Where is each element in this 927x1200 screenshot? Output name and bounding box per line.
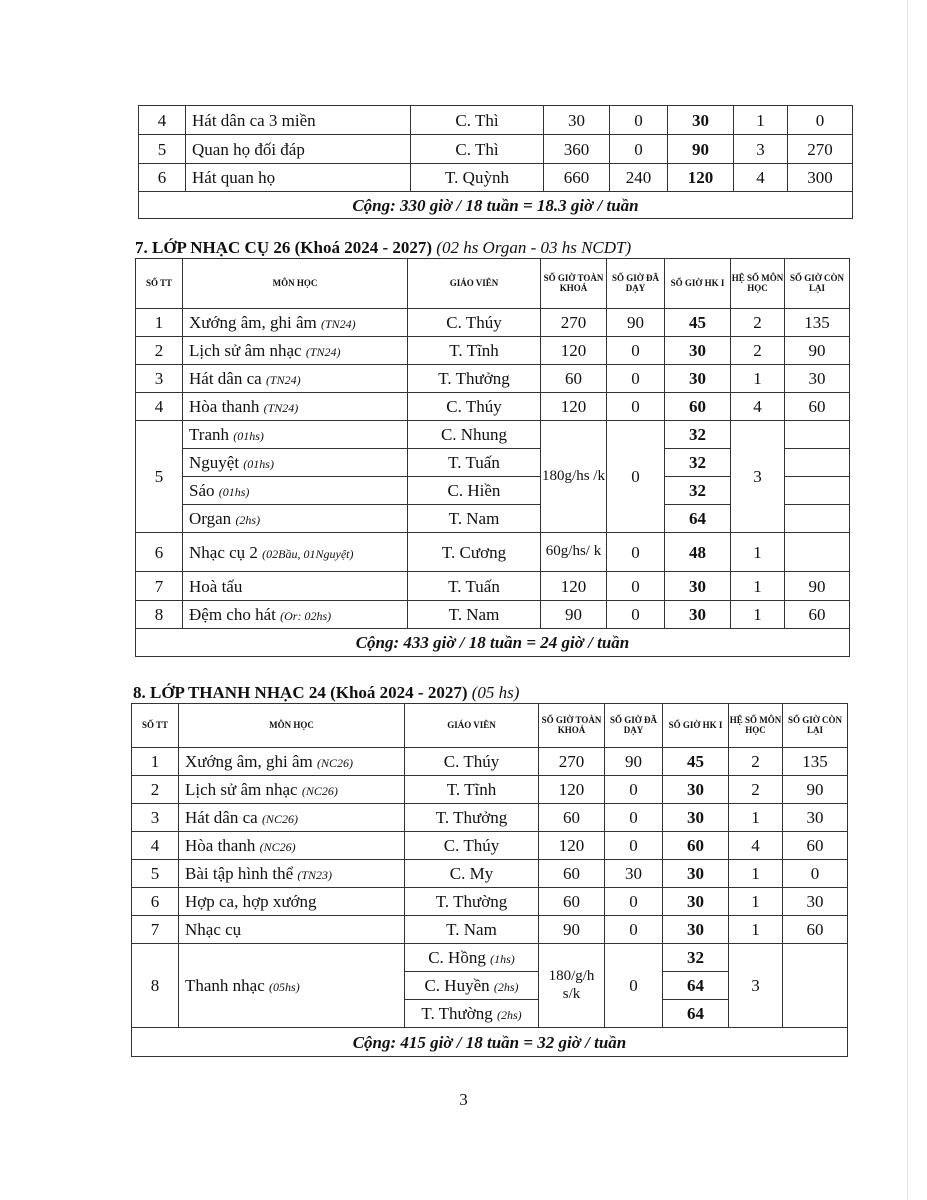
subject-name: Bài tập hình thể	[185, 864, 294, 883]
taught-hours-cell: 30	[605, 860, 663, 888]
teacher-cell: T. Tĩnh	[405, 776, 539, 804]
hk1-hours-cell: 60	[663, 832, 729, 860]
hk1-hours-cell: 60	[665, 393, 731, 421]
subject-name: Nguyệt	[189, 453, 240, 472]
subject-name: Thanh nhạc	[185, 976, 265, 995]
header-stt: SỐ TT	[136, 259, 183, 309]
table-row	[136, 365, 850, 393]
subject-cell: Hát dân ca 3 miền	[186, 106, 411, 135]
teacher-cell	[405, 944, 539, 972]
hk1-hours-cell: 30	[663, 916, 729, 944]
subject-cell	[183, 393, 408, 421]
remaining-hours-cell	[785, 505, 850, 533]
subject-note: (TN23)	[297, 868, 333, 882]
coefficient-cell: 2	[731, 309, 785, 337]
teacher-name: T. Thường	[421, 1004, 493, 1023]
subject-note: (01hs)	[243, 457, 274, 471]
remaining-hours-cell	[785, 449, 850, 477]
total-hours-cell: 120	[541, 393, 607, 421]
subject-cell: Quan họ đối đáp	[186, 135, 411, 164]
hk1-hours-cell: 45	[665, 309, 731, 337]
subject-name: Organ	[189, 509, 232, 528]
subject-name: Hòa thanh	[185, 836, 256, 855]
stt-cell: 3	[132, 804, 179, 832]
teacher-cell	[405, 1000, 539, 1028]
header-total-hours: SỐ GIỜ TOÀN KHOÁ	[539, 704, 605, 748]
teacher-cell: T. Nam	[408, 601, 541, 629]
subject-note: (05hs)	[269, 980, 300, 994]
teacher-name: C. Hồng	[428, 948, 486, 967]
subject-cell: Hát quan họ	[186, 164, 411, 192]
header-stt: SỐ TT	[132, 704, 179, 748]
coefficient-cell: 3	[731, 421, 785, 533]
teacher-cell: C. Thì	[411, 135, 544, 164]
subject-cell	[179, 748, 405, 776]
stt-cell: 7	[136, 572, 183, 601]
taught-hours-cell: 240	[610, 164, 668, 192]
header-row	[136, 259, 850, 309]
subject-name: Hát dân ca	[185, 808, 258, 827]
subject-note: (TN24)	[263, 401, 299, 415]
coefficient-cell: 1	[734, 106, 788, 135]
teacher-cell: T. Thưởng	[408, 365, 541, 393]
subject-name: Hát dân ca	[189, 369, 262, 388]
subject-name: Nhạc cụ	[185, 920, 242, 939]
stt-cell: 2	[136, 337, 183, 365]
teacher-name: C. Huyền	[424, 976, 490, 995]
stt-cell: 6	[139, 164, 186, 192]
subject-cell	[183, 309, 408, 337]
subject-note: (NC26)	[261, 812, 298, 826]
remaining-hours-cell: 30	[783, 888, 848, 916]
teacher-cell: T. Nam	[405, 916, 539, 944]
subject-cell	[183, 365, 408, 393]
section8-title: 8. LỚP THANH NHẠC 24 (Khoá 2024 - 2027)	[133, 683, 468, 702]
total-hours-cell: 270	[541, 309, 607, 337]
taught-hours-cell: 0	[605, 804, 663, 832]
table-row	[132, 832, 848, 860]
total-row	[132, 1028, 848, 1057]
remaining-hours-cell: 0	[783, 860, 848, 888]
header-teacher: GIÁO VIÊN	[408, 259, 541, 309]
teacher-cell: T. Thường	[405, 888, 539, 916]
remaining-hours-cell: 60	[785, 393, 850, 421]
taught-hours-cell: 0	[610, 135, 668, 164]
stt-cell: 1	[136, 309, 183, 337]
total-hours-cell: 90	[541, 601, 607, 629]
remaining-hours-cell: 90	[785, 572, 850, 601]
stt-cell: 8	[132, 944, 179, 1028]
stt-cell: 8	[136, 601, 183, 629]
header-taught-hours: SỐ GIỜ ĐÃ DẠY	[605, 704, 663, 748]
total-hours-cell: 270	[539, 748, 605, 776]
stt-cell: 6	[132, 888, 179, 916]
stt-cell: 4	[132, 832, 179, 860]
table-row	[136, 601, 850, 629]
taught-hours-cell: 90	[605, 748, 663, 776]
hk1-hours-cell: 30	[663, 860, 729, 888]
table-row	[139, 106, 853, 135]
subject-name: Sáo	[189, 481, 215, 500]
table-row	[136, 393, 850, 421]
stt-cell: 4	[136, 393, 183, 421]
hk1-hours-cell: 90	[668, 135, 734, 164]
remaining-hours-cell: 60	[785, 601, 850, 629]
subject-cell	[179, 832, 405, 860]
subject-cell	[183, 337, 408, 365]
teacher-cell: C. Thúy	[408, 309, 541, 337]
subject-note: (01hs)	[218, 485, 250, 499]
taught-hours-cell: 0	[607, 572, 665, 601]
hk1-hours-cell: 30	[665, 601, 731, 629]
taught-hours-cell: 0	[607, 393, 665, 421]
hk1-hours-cell: 30	[665, 337, 731, 365]
table-row	[136, 421, 850, 449]
table-section7	[135, 258, 850, 657]
total-hours-cell: 180/g/h s/k	[539, 944, 605, 1028]
teacher-cell: T. Cương	[408, 533, 541, 572]
total-hours-cell: 60g/hs/ k	[541, 533, 607, 572]
subject-cell	[179, 916, 405, 944]
table-row	[136, 533, 850, 572]
taught-hours-cell: 0	[605, 832, 663, 860]
hk1-hours-cell: 30	[663, 776, 729, 804]
header-coefficient: HỆ SỐ MÔN HỌC	[731, 259, 785, 309]
remaining-hours-cell: 135	[783, 748, 848, 776]
taught-hours-cell: 0	[607, 365, 665, 393]
remaining-hours-cell	[785, 477, 850, 505]
total-hours-cell: 180g/hs /k	[541, 421, 607, 533]
total-hours-cell: 120	[539, 776, 605, 804]
section8-heading	[133, 683, 519, 703]
total-hours-cell: 30	[544, 106, 610, 135]
total-hours-cell: 120	[541, 572, 607, 601]
coefficient-cell: 4	[729, 832, 783, 860]
coefficient-cell: 1	[729, 916, 783, 944]
total-row	[136, 629, 850, 657]
subject-note: (TN24)	[305, 345, 341, 359]
subject-cell	[179, 888, 405, 916]
taught-hours-cell: 0	[605, 776, 663, 804]
subject-note: (2hs)	[235, 513, 261, 527]
taught-hours-cell: 0	[607, 533, 665, 572]
coefficient-cell: 1	[729, 888, 783, 916]
header-taught-hours: SỐ GIỜ ĐÃ DẠY	[607, 259, 665, 309]
table-row	[132, 916, 848, 944]
total-summary: Cộng: 415 giờ / 18 tuần = 32 giờ / tuần	[132, 1028, 848, 1057]
hk1-hours-cell: 32	[665, 449, 731, 477]
remaining-hours-cell: 270	[788, 135, 853, 164]
section7-heading	[135, 238, 631, 258]
header-hk1-hours: SỐ GIỜ HK I	[665, 259, 731, 309]
remaining-hours-cell: 90	[785, 337, 850, 365]
remaining-hours-cell	[783, 944, 848, 1028]
hk1-hours-cell: 32	[665, 477, 731, 505]
section7-subtitle: (02 hs Organ - 03 hs NCDT)	[436, 238, 632, 257]
subject-cell	[183, 477, 408, 505]
hk1-hours-cell: 30	[663, 888, 729, 916]
subject-note: (NC26)	[317, 756, 353, 770]
table-row	[132, 776, 848, 804]
subject-cell	[183, 421, 408, 449]
stt-cell: 6	[136, 533, 183, 572]
teacher-cell: C. Hiền	[408, 477, 541, 505]
total-summary: Cộng: 433 giờ / 18 tuần = 24 giờ / tuần	[136, 629, 850, 657]
teacher-cell: C. Thúy	[405, 748, 539, 776]
header-teacher: GIÁO VIÊN	[405, 704, 539, 748]
hk1-hours-cell: 45	[663, 748, 729, 776]
subject-cell	[179, 860, 405, 888]
hk1-hours-cell: 30	[665, 365, 731, 393]
header-subject: MÔN HỌC	[183, 259, 408, 309]
teacher-note: (2hs)	[496, 1008, 522, 1022]
remaining-hours-cell	[785, 533, 850, 572]
taught-hours-cell: 0	[607, 421, 665, 533]
subject-cell	[183, 533, 408, 572]
subject-note: (NC26)	[259, 840, 296, 854]
header-coefficient: HỆ SỐ MÔN HỌC	[729, 704, 783, 748]
taught-hours-cell: 0	[605, 944, 663, 1028]
remaining-hours-cell	[785, 421, 850, 449]
total-hours-cell: 90	[539, 916, 605, 944]
section7-title: 7. LỚP NHẠC CỤ 26 (Khoá 2024 - 2027)	[135, 238, 433, 257]
table-row	[139, 135, 853, 164]
header-hk1-hours: SỐ GIỜ HK I	[663, 704, 729, 748]
subject-name: Lịch sử âm nhạc	[189, 341, 302, 360]
total-hours-cell: 120	[539, 832, 605, 860]
stt-cell: 5	[132, 860, 179, 888]
stt-cell: 3	[136, 365, 183, 393]
total-hours-cell: 60	[541, 365, 607, 393]
taught-hours-cell: 0	[607, 601, 665, 629]
teacher-cell: T. Nam	[408, 505, 541, 533]
total-hours-cell: 360	[544, 135, 610, 164]
teacher-cell: T. Tuấn	[408, 572, 541, 601]
table-row	[132, 804, 848, 832]
subject-name: Nhạc cụ 2	[189, 542, 258, 562]
taught-hours-cell: 0	[610, 106, 668, 135]
subject-note: (01hs)	[233, 429, 264, 443]
subject-name: Hợp ca, hợp xướng	[185, 892, 317, 911]
header-remaining-hours: SỐ GIỜ CÒN LẠI	[783, 704, 848, 748]
teacher-cell	[405, 972, 539, 1000]
subject-note: (NC26)	[301, 784, 338, 798]
hk1-hours-cell: 64	[663, 972, 729, 1000]
table-row	[132, 888, 848, 916]
subject-cell	[183, 505, 408, 533]
hk1-hours-cell: 120	[668, 164, 734, 192]
coefficient-cell: 3	[729, 944, 783, 1028]
stt-cell: 5	[139, 135, 186, 164]
coefficient-cell: 2	[731, 337, 785, 365]
table-section6	[138, 105, 853, 219]
subject-name: Xướng âm, ghi âm	[189, 313, 317, 332]
section8-subtitle: (05 hs)	[471, 683, 520, 702]
total-hours-cell: 60	[539, 860, 605, 888]
subject-name: Hoà tấu	[189, 576, 243, 596]
page-edge	[907, 0, 908, 1200]
table-row	[136, 572, 850, 601]
stt-cell: 4	[139, 106, 186, 135]
coefficient-cell: 3	[734, 135, 788, 164]
taught-hours-cell: 0	[607, 337, 665, 365]
subject-cell	[179, 776, 405, 804]
subject-cell	[183, 449, 408, 477]
teacher-cell: T. Thưởng	[405, 804, 539, 832]
coefficient-cell: 1	[729, 804, 783, 832]
remaining-hours-cell: 60	[783, 832, 848, 860]
teacher-note: (2hs)	[493, 980, 519, 994]
teacher-cell: C. Nhung	[408, 421, 541, 449]
remaining-hours-cell: 30	[785, 365, 850, 393]
remaining-hours-cell: 90	[783, 776, 848, 804]
coefficient-cell: 1	[731, 572, 785, 601]
teacher-cell: T. Quỳnh	[411, 164, 544, 192]
teacher-cell: C. Thúy	[405, 832, 539, 860]
total-hours-cell: 120	[541, 337, 607, 365]
coefficient-cell: 1	[731, 533, 785, 572]
hk1-hours-cell: 30	[668, 106, 734, 135]
page-number: 3	[459, 1090, 468, 1109]
table-row	[132, 860, 848, 888]
hk1-hours-cell: 30	[665, 572, 731, 601]
table-row	[139, 164, 853, 192]
taught-hours-cell: 0	[605, 888, 663, 916]
total-hours-cell: 60	[539, 804, 605, 832]
hk1-hours-cell: 64	[663, 1000, 729, 1028]
total-hours-cell: 660	[544, 164, 610, 192]
subject-note: (TN24)	[265, 373, 301, 387]
table-section8	[131, 703, 848, 1057]
total-row	[139, 192, 853, 219]
subject-cell	[179, 804, 405, 832]
subject-cell	[179, 944, 405, 1028]
taught-hours-cell: 90	[607, 309, 665, 337]
coefficient-cell: 2	[729, 748, 783, 776]
subject-cell	[183, 601, 408, 629]
teacher-note: (1hs)	[490, 952, 515, 966]
subject-name: Lịch sử âm nhạc	[185, 780, 298, 799]
table-row	[136, 337, 850, 365]
stt-cell: 5	[136, 421, 183, 533]
subject-cell	[183, 572, 408, 601]
hk1-hours-cell: 64	[665, 505, 731, 533]
remaining-hours-cell: 60	[783, 916, 848, 944]
remaining-hours-cell: 0	[788, 106, 853, 135]
teacher-cell: C. Thúy	[408, 393, 541, 421]
subject-note: (TN24)	[321, 317, 356, 331]
total-hours-cell: 60	[539, 888, 605, 916]
coefficient-cell: 1	[729, 860, 783, 888]
table-row	[132, 748, 848, 776]
header-row	[132, 704, 848, 748]
taught-hours-cell: 0	[605, 916, 663, 944]
hk1-hours-cell: 30	[663, 804, 729, 832]
header-subject: MÔN HỌC	[179, 704, 405, 748]
hk1-hours-cell: 32	[663, 944, 729, 972]
hk1-hours-cell: 48	[665, 533, 731, 572]
teacher-cell: T. Tuấn	[408, 449, 541, 477]
coefficient-cell: 4	[731, 393, 785, 421]
table-row	[132, 944, 848, 972]
remaining-hours-cell: 135	[785, 309, 850, 337]
header-remaining-hours: SỐ GIỜ CÒN LẠI	[785, 259, 850, 309]
stt-cell: 7	[132, 916, 179, 944]
subject-note: (Or: 02hs)	[280, 609, 332, 623]
subject-name: Hòa thanh	[189, 397, 260, 416]
total-summary: Cộng: 330 giờ / 18 tuần = 18.3 giờ / tuần	[139, 192, 853, 219]
header-total-hours: SỐ GIỜ TOÀN KHOÁ	[541, 259, 607, 309]
subject-name: Xướng âm, ghi âm	[185, 752, 313, 771]
subject-name: Tranh	[189, 425, 229, 444]
stt-cell: 2	[132, 776, 179, 804]
teacher-cell: C. Thì	[411, 106, 544, 135]
table-row	[136, 309, 850, 337]
teacher-cell: C. My	[405, 860, 539, 888]
remaining-hours-cell: 30	[783, 804, 848, 832]
coefficient-cell: 2	[729, 776, 783, 804]
coefficient-cell: 1	[731, 365, 785, 393]
stt-cell: 1	[132, 748, 179, 776]
coefficient-cell: 1	[731, 601, 785, 629]
hk1-hours-cell: 32	[665, 421, 731, 449]
teacher-cell: T. Tĩnh	[408, 337, 541, 365]
remaining-hours-cell: 300	[788, 164, 853, 192]
subject-note: (02Bầu, 01Nguyệt)	[262, 546, 354, 561]
subject-name: Đệm cho hát	[189, 605, 276, 624]
coefficient-cell: 4	[734, 164, 788, 192]
